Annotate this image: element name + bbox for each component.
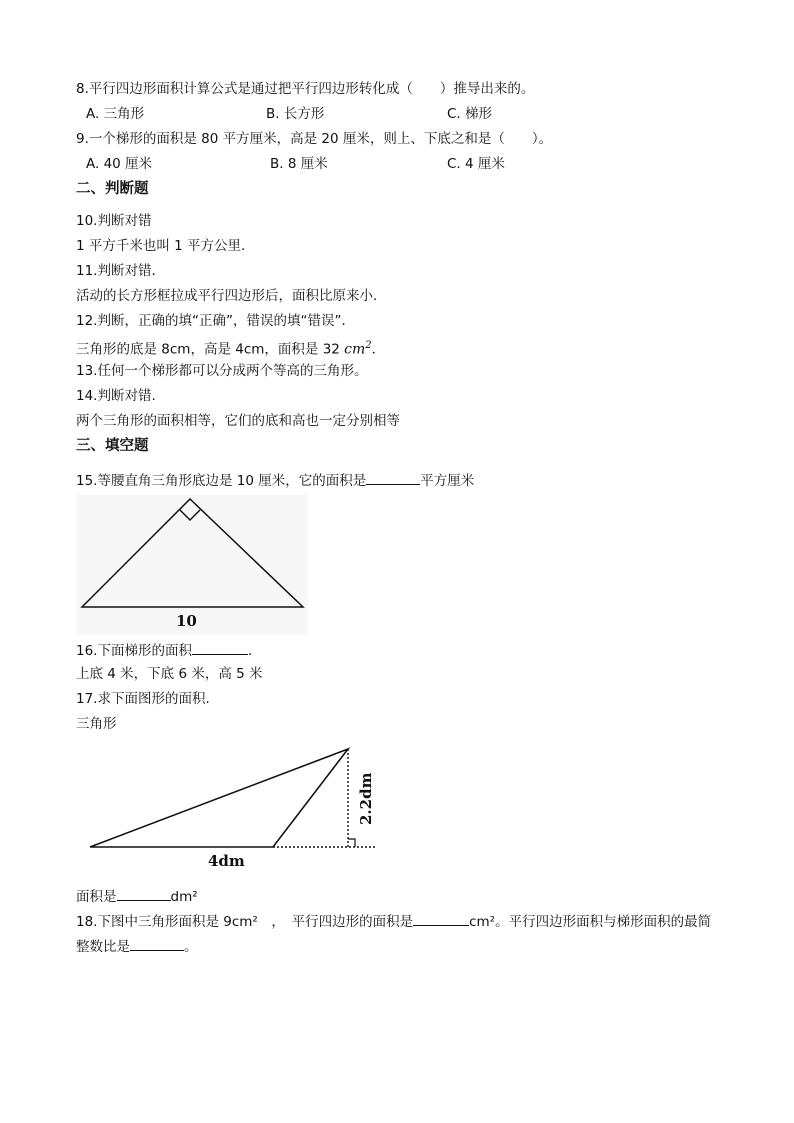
q18-parallelogram-area-blank[interactable] [413, 911, 469, 926]
q12-unit-exponent: 2 [365, 340, 372, 351]
q16-content: 上底 4 米，下底 6 米，高 5 米 [76, 666, 263, 682]
q15-stem-unit: 平方厘米 [420, 473, 475, 489]
q12-content [76, 337, 385, 359]
q17-stem: 17.求下面图形的面积． [76, 691, 219, 707]
q14-content: 两个三角形的面积相等，它们的底和高也一定分别相等 [76, 413, 400, 429]
q13-stem: 13.任何一个梯形都可以分成两个等高的三角形。 [76, 363, 368, 379]
q11-stem: 11.判断对错． [76, 263, 165, 279]
q16-stem [76, 640, 261, 660]
q18-text-line2-end: 。 [184, 939, 198, 955]
q10-content: 1 平方千米也叫 1 平方公里． [76, 238, 255, 254]
q12-content-text: 三角形的底是 8cm，高是 4cm，面积是 32 [76, 341, 345, 358]
q11-content: 活动的长方形框拉成平行四边形后，面积比原来小． [76, 288, 387, 304]
q15-base-label: 10 [176, 612, 197, 630]
q9-stem: 9.一个梯形的面积是 80 平方厘米，高是 20 厘米，则上、下底之和是（ ）。 [76, 131, 553, 147]
section-heading-judgement: 二、判断题 [76, 181, 149, 197]
q17-base-label: 4dm [208, 852, 245, 870]
q17-obtuse-triangle [90, 749, 348, 847]
q17-answer [76, 886, 198, 906]
q18-ratio-blank[interactable] [130, 936, 184, 951]
q15-answer-blank[interactable] [366, 470, 420, 485]
q15-triangle-figure [76, 495, 308, 635]
q17-answer-text: 面积是 [76, 889, 117, 905]
q8-stem: 8.平行四边形面积计算公式是通过把平行四边形转化成（ ）推导出来的。 [76, 81, 535, 97]
q18-text-line2: 整数比是 [76, 939, 130, 955]
q18-text-part2: cm²。平行四边形面积与梯形面积的最简 [469, 914, 712, 930]
q18-text-part1: 18.下图中三角形面积是 9cm² ， 平行四边形的面积是 [76, 914, 414, 930]
q9-option-a: A. 40 厘米 [86, 156, 153, 172]
q17-shape-label: 三角形 [76, 716, 117, 732]
q9-option-c: C. 4 厘米 [447, 156, 505, 172]
q17-answer-blank[interactable] [117, 886, 171, 901]
q16-answer-blank[interactable] [192, 640, 248, 655]
q12-unit: cm [344, 341, 366, 358]
q12-stem: 12.判断，正确的填“正确”，错误的填“错误”． [76, 313, 355, 329]
q15-stem [76, 470, 474, 490]
q15-stem-text: 15.等腰直角三角形底边是 10 厘米，它的面积是 [76, 473, 367, 489]
q16-stem-end: ． [247, 643, 262, 659]
q17-height-label: 2.2dm [357, 772, 375, 825]
q9-option-b: B. 8 厘米 [270, 156, 328, 172]
q18-line2 [76, 936, 198, 956]
q18-line1 [76, 911, 711, 931]
section-heading-fill-blank: 三、填空题 [76, 438, 149, 454]
q14-stem: 14.判断对错. [76, 388, 156, 404]
q10-stem: 10.判断对错 [76, 213, 152, 229]
q12-content-end: ． [371, 341, 386, 358]
q17-right-angle-mark [348, 839, 355, 847]
q17-answer-unit: dm² [170, 889, 198, 905]
q16-stem-text: 16.下面梯形的面积 [76, 643, 192, 659]
q8-option-a: A. 三角形 [86, 106, 145, 122]
q8-option-c: C. 梯形 [447, 106, 493, 122]
q8-option-b: B. 长方形 [266, 106, 325, 122]
q17-triangle-figure [80, 740, 380, 875]
